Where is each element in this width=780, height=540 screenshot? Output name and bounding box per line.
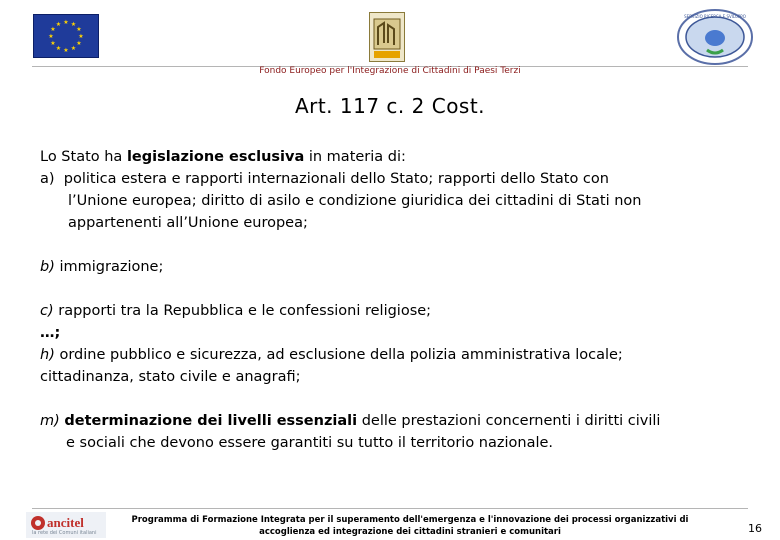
svg-text:★: ★ bbox=[70, 45, 77, 52]
svg-text:★: ★ bbox=[63, 19, 69, 26]
item-c bbox=[40, 300, 760, 322]
eu-flag-icon bbox=[33, 14, 99, 58]
svg-text:★: ★ bbox=[55, 21, 62, 28]
item-m-bold: determinazione dei livelli essenziali bbox=[64, 413, 358, 429]
item-a-marker: a) bbox=[40, 171, 55, 187]
item-c-marker: c) bbox=[40, 303, 54, 319]
page-number: 16 bbox=[748, 522, 762, 535]
ellipsis: …; bbox=[40, 325, 61, 341]
intro-suffix: in materia di: bbox=[304, 149, 406, 165]
ancitel-logo-icon bbox=[26, 512, 106, 538]
ellipsis-line bbox=[40, 322, 760, 344]
item-b bbox=[40, 256, 760, 278]
svg-text:★: ★ bbox=[55, 45, 62, 52]
footer-line-1: Programma di Formazione Integrata per il superamento dell'emergenza e l'innovazione dei processi organizzativi di bbox=[131, 515, 689, 525]
svg-text:★: ★ bbox=[76, 26, 82, 33]
anci-logo-icon bbox=[369, 12, 405, 62]
svg-text:★: ★ bbox=[50, 40, 56, 47]
seal-text: SERVIZIO RICERCA E SVILUPPO bbox=[684, 14, 746, 19]
item-c-text: rapporti tra la Repubblica e le confessioni religiose; bbox=[53, 303, 432, 319]
svg-text:★: ★ bbox=[70, 21, 77, 28]
item-m-text: delle prestazioni concernenti i diritti civili bbox=[357, 413, 661, 429]
fund-title: Fondo Europeo per l'Integrazione di Cittadini di Paesi Terzi bbox=[259, 66, 521, 76]
intro-bold: legislazione esclusiva bbox=[126, 149, 305, 165]
item-h-text: ordine pubblico e sicurezza, ad esclusione della polizia amministrativa locale; bbox=[54, 347, 623, 363]
ancitel-subtitle: la rete dei Comuni italiani bbox=[32, 530, 97, 536]
svg-text:★: ★ bbox=[76, 40, 82, 47]
research-seal-icon bbox=[676, 8, 754, 66]
item-h-marker: h) bbox=[40, 347, 55, 363]
item-b-marker: b) bbox=[40, 259, 55, 275]
slide-body bbox=[40, 146, 760, 454]
item-a-cont1: l’Unione europea; diritto di asilo e condizione giuridica dei cittadini di Stati non bbox=[68, 193, 642, 209]
intro-prefix: Lo Stato ha bbox=[40, 149, 127, 165]
item-m bbox=[40, 410, 760, 432]
eu-flag-stars bbox=[34, 15, 98, 57]
ancitel-name: ancitel bbox=[47, 515, 84, 530]
svg-text:★: ★ bbox=[50, 26, 56, 33]
item-h bbox=[40, 344, 760, 366]
item-a bbox=[40, 168, 760, 190]
footer-line-2: accoglienza ed integrazione dei cittadini stranieri e comunitari bbox=[259, 527, 561, 537]
slide-title: Art. 117 c. 2 Cost. bbox=[294, 94, 486, 118]
item-a-cont2: appartenenti all’Unione europea; bbox=[68, 215, 308, 231]
svg-text:★: ★ bbox=[63, 47, 69, 54]
svg-text:★: ★ bbox=[78, 33, 84, 40]
footer-divider bbox=[32, 508, 748, 509]
svg-text:★: ★ bbox=[48, 33, 54, 40]
item-a-text: politica estera e rapporti internazionali dello Stato; rapporti dello Stato con bbox=[63, 171, 609, 187]
item-m-cont: e sociali che devono essere garantiti su tutto il territorio nazionale. bbox=[66, 435, 554, 451]
footer-text bbox=[130, 514, 690, 538]
item-m-marker: m) bbox=[40, 413, 60, 429]
intro-line bbox=[40, 146, 760, 168]
item-h-cont: cittadinanza, stato civile e anagrafi; bbox=[40, 369, 301, 385]
item-b-text: immigrazione; bbox=[54, 259, 164, 275]
